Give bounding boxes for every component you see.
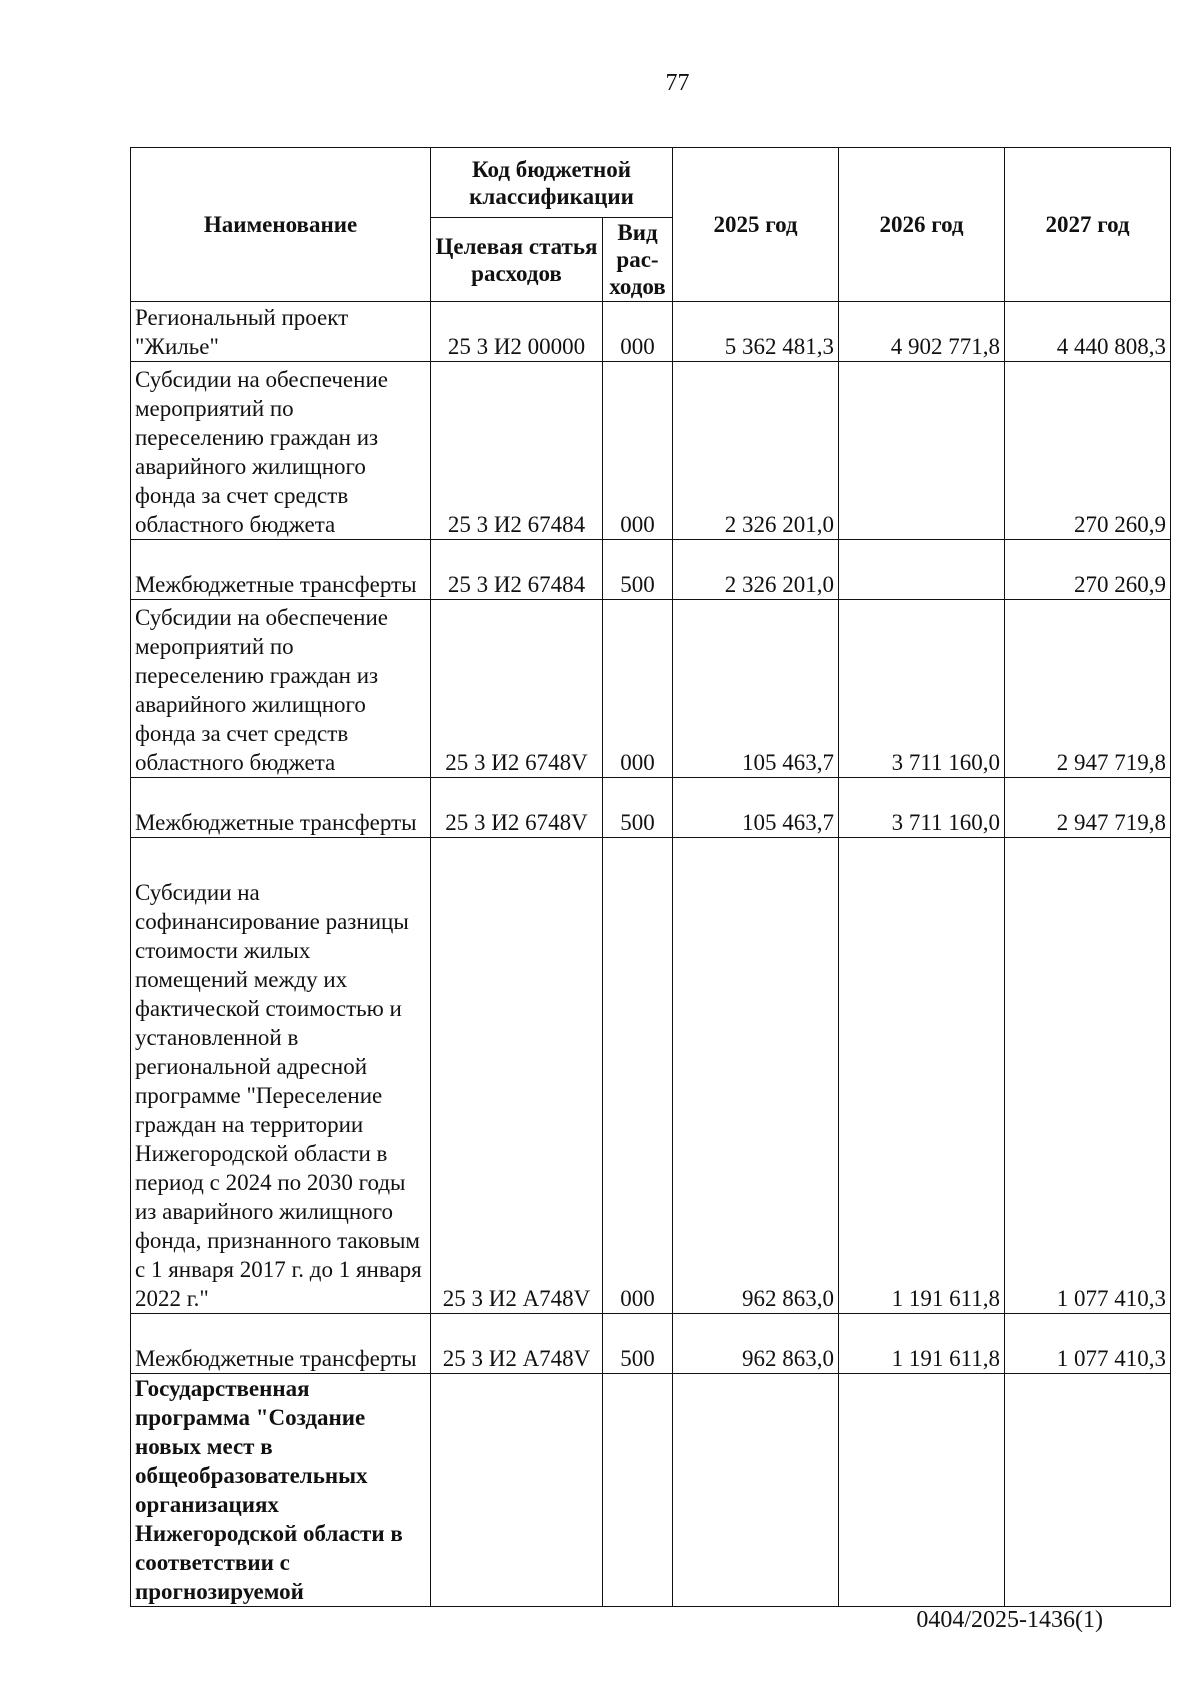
row-target-article: 25 3 И2 00000 bbox=[431, 302, 603, 362]
row-target-article: 25 3 И2 А748V bbox=[431, 1314, 603, 1374]
row-target-article bbox=[431, 1374, 603, 1607]
table-row bbox=[131, 838, 1171, 1314]
row-2025 bbox=[673, 1374, 839, 1607]
header-2027: 2027 год bbox=[1005, 148, 1171, 302]
row-target-article: 25 3 И2 6748V bbox=[431, 600, 603, 778]
table-row bbox=[131, 540, 1171, 600]
row-2027: 1 077 410,3 bbox=[1005, 1314, 1171, 1374]
row-2026: 3 711 160,0 bbox=[839, 778, 1005, 838]
row-2026: 1 191 611,8 bbox=[839, 1314, 1005, 1374]
row-2026 bbox=[839, 362, 1005, 540]
row-2027: 4 440 808,3 bbox=[1005, 302, 1171, 362]
header-expense-kind: Вид рас-ходов bbox=[603, 218, 673, 302]
row-name: Межбюджетные трансферты bbox=[131, 540, 431, 600]
row-2026: 4 902 771,8 bbox=[839, 302, 1005, 362]
row-expense-kind: 500 bbox=[603, 778, 673, 838]
row-2027: 270 260,9 bbox=[1005, 362, 1171, 540]
table-row bbox=[131, 1374, 1171, 1607]
row-expense-kind: 000 bbox=[603, 838, 673, 1314]
row-2027: 2 947 719,8 bbox=[1005, 778, 1171, 838]
row-name: Государственная программа "Создание новых мест в общеобразовательных организациях Нижегородской области в соответствии с прогнозируемой bbox=[131, 1374, 431, 1607]
row-2027 bbox=[1005, 1374, 1171, 1607]
row-2025: 962 863,0 bbox=[673, 1314, 839, 1374]
header-2026: 2026 год bbox=[839, 148, 1005, 302]
row-expense-kind: 000 bbox=[603, 302, 673, 362]
row-target-article: 25 3 И2 67484 bbox=[431, 362, 603, 540]
row-expense-kind: 500 bbox=[603, 1314, 673, 1374]
row-target-article: 25 3 И2 67484 bbox=[431, 540, 603, 600]
header-kbk-group: Код бюджетной классификации bbox=[431, 148, 673, 218]
row-2026 bbox=[839, 1374, 1005, 1607]
row-target-article: 25 3 И2 6748V bbox=[431, 778, 603, 838]
row-2025: 105 463,7 bbox=[673, 778, 839, 838]
row-2025: 962 863,0 bbox=[673, 838, 839, 1314]
row-2025: 2 326 201,0 bbox=[673, 540, 839, 600]
row-expense-kind: 000 bbox=[603, 362, 673, 540]
row-2025: 2 326 201,0 bbox=[673, 362, 839, 540]
row-name: Субсидии на обеспечение мероприятий по переселению граждан из аварийного жилищного фонда за счет средств областного бюджета bbox=[131, 362, 431, 540]
table-row bbox=[131, 302, 1171, 362]
row-2026: 1 191 611,8 bbox=[839, 838, 1005, 1314]
row-2027: 2 947 719,8 bbox=[1005, 600, 1171, 778]
row-2027: 270 260,9 bbox=[1005, 540, 1171, 600]
table-row bbox=[131, 778, 1171, 838]
row-2025: 5 362 481,3 bbox=[673, 302, 839, 362]
document-code: 0404/2025-1436(1) bbox=[916, 1607, 1103, 1633]
row-name: Субсидии на обеспечение мероприятий по переселению граждан из аварийного жилищного фонда за счет средств областного бюджета bbox=[131, 600, 431, 778]
row-name: Субсидии на софинансирование разницы стоимости жилых помещений между их фактической стоимостью и установленной в региональной адресной программе "Переселение граждан на территории Нижегородской области в период с 2024 по 2030 годы из аварийного жилищного фонда, признанного таковым с 1 января 2017 г. до 1 января 2022 г." bbox=[131, 838, 431, 1314]
row-name: Межбюджетные трансферты bbox=[131, 1314, 431, 1374]
row-2026 bbox=[839, 540, 1005, 600]
table-row bbox=[131, 1314, 1171, 1374]
row-2025: 105 463,7 bbox=[673, 600, 839, 778]
row-expense-kind bbox=[603, 1374, 673, 1607]
row-name: Межбюджетные трансферты bbox=[131, 778, 431, 838]
table-row bbox=[131, 600, 1171, 778]
row-name: Региональный проект "Жилье" bbox=[131, 302, 431, 362]
page-number: 77 bbox=[665, 70, 690, 96]
row-expense-kind: 000 bbox=[603, 600, 673, 778]
row-target-article: 25 3 И2 А748V bbox=[431, 838, 603, 1314]
header-target-article: Целевая статья расходов bbox=[431, 218, 603, 302]
row-2026: 3 711 160,0 bbox=[839, 600, 1005, 778]
table-row bbox=[131, 362, 1171, 540]
row-expense-kind: 500 bbox=[603, 540, 673, 600]
header-name: Наименование bbox=[131, 148, 431, 302]
row-2027: 1 077 410,3 bbox=[1005, 838, 1171, 1314]
header-2025: 2025 год bbox=[673, 148, 839, 302]
budget-table bbox=[130, 147, 1171, 1607]
